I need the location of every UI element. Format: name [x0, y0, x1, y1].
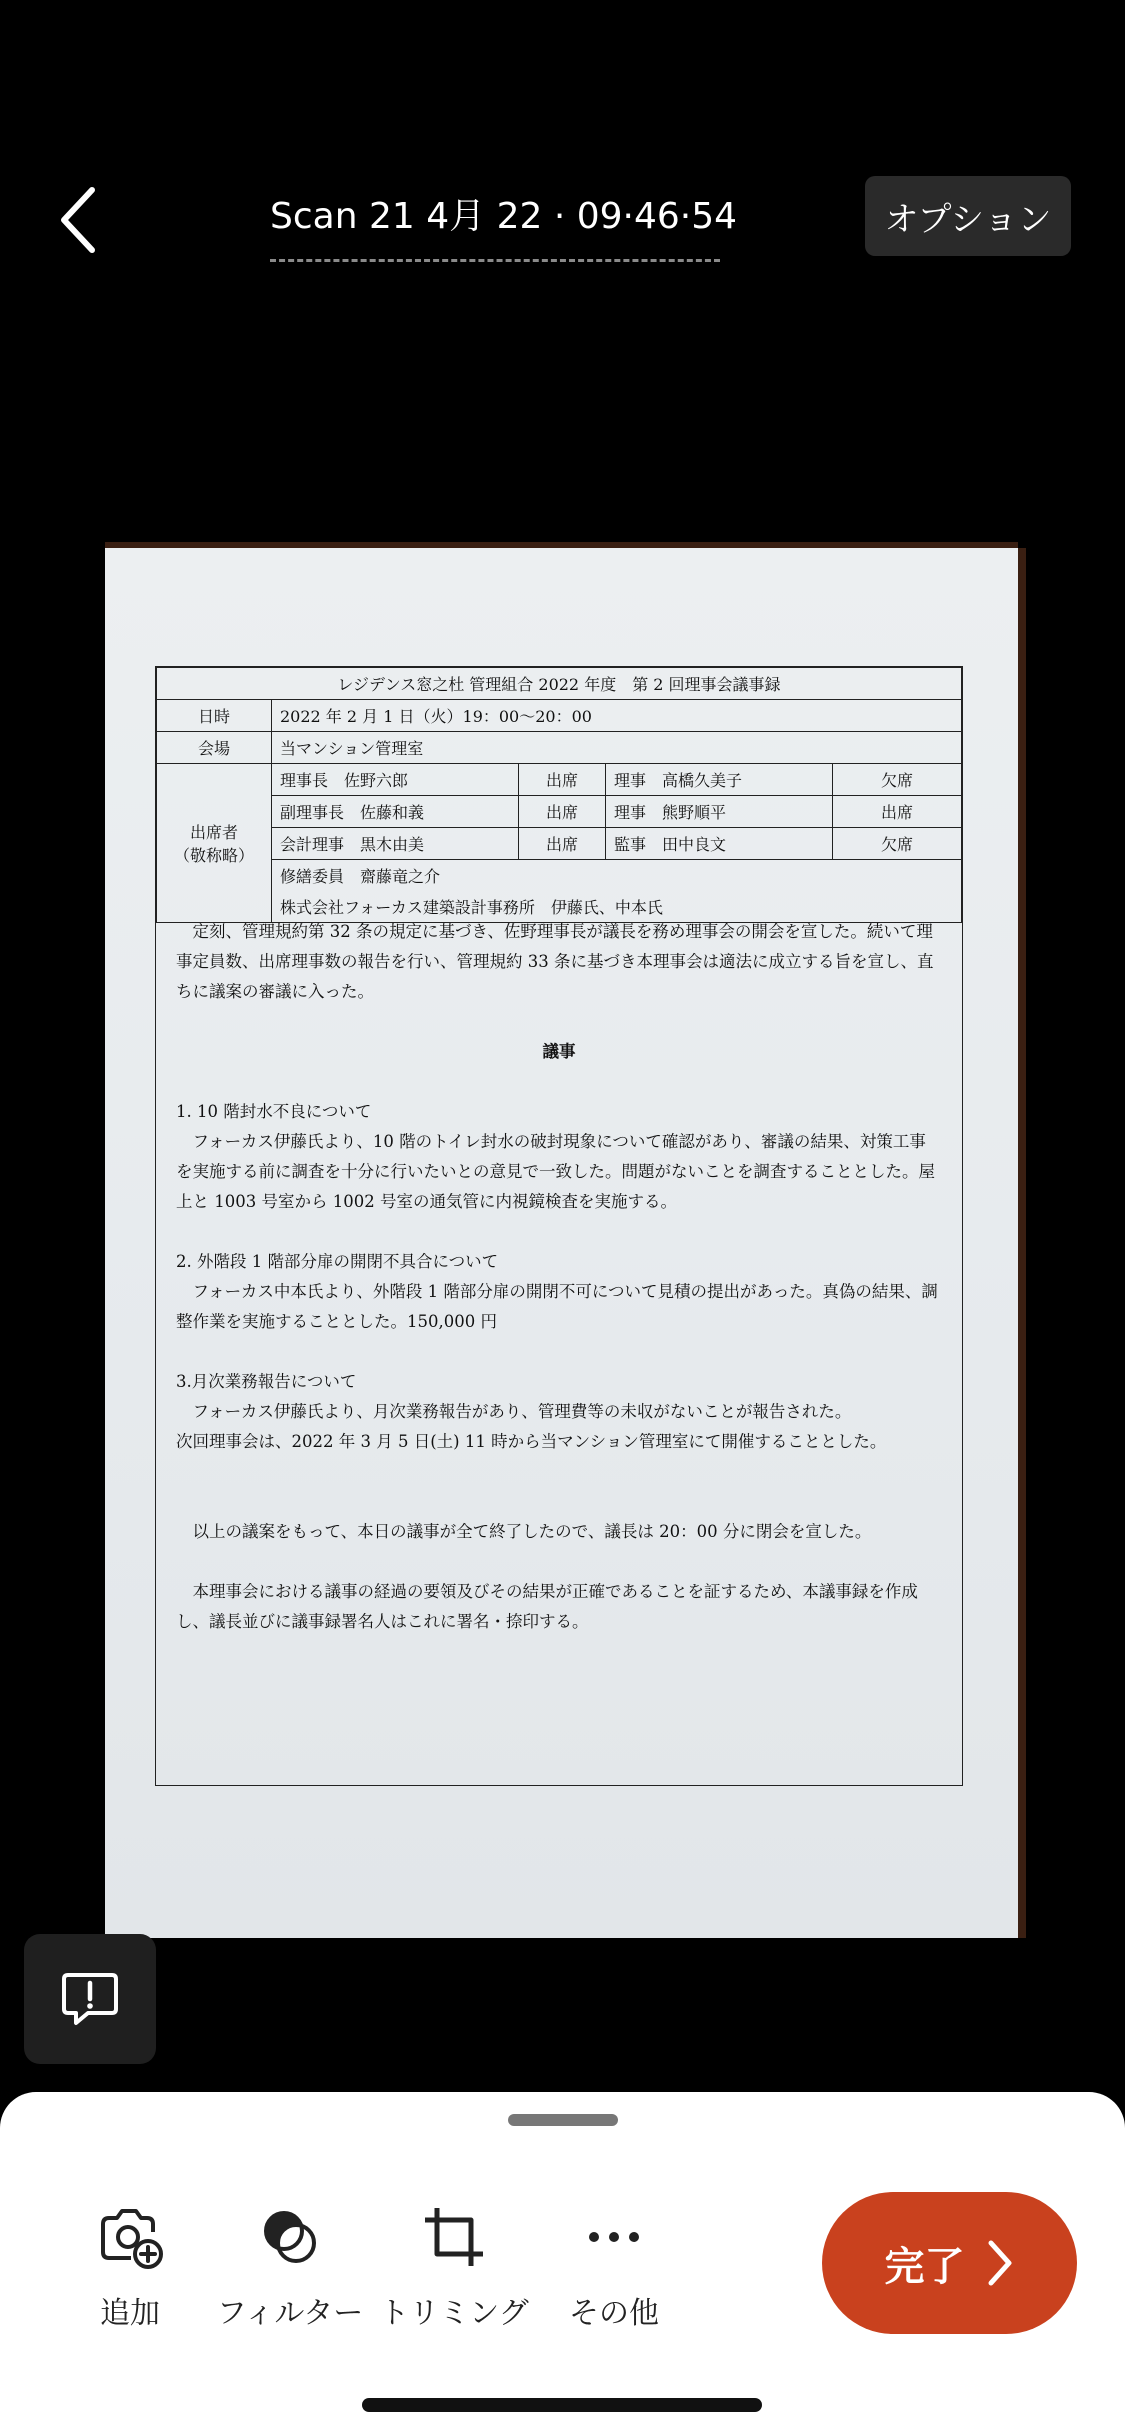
- more-button[interactable]: [534, 2192, 694, 2332]
- home-indicator: [362, 2398, 762, 2412]
- camera-add-icon: [95, 2202, 165, 2272]
- consultant: 株式会社フォーカス建築設計事務所 伊藤氏、中本氏: [272, 891, 962, 923]
- add-label: 追加: [100, 2296, 160, 2331]
- item-2-title: 2. 外階段 1 階部分扉の開閉不具合について: [176, 1252, 499, 1271]
- back-button[interactable]: [56, 180, 116, 260]
- item-1-body: フォーカス伊藤氏より、10 階のトイレ封水の破封現象について確認があり、審議の結果、対策工事を実施する前に調査を十分に行いたいとの意見で一致した。問題がないことを調査することとした。屋上と 1003 号室から 1002 号室の通気管に内視鏡検査を実施する。: [176, 1132, 935, 1211]
- attendee-name: 副理事長 佐藤和義: [272, 796, 519, 828]
- options-button[interactable]: オプション: [865, 176, 1071, 256]
- document-title: レジデンス窓之杜 管理組合 2022 年度 第 2 回理事会議事録: [157, 668, 962, 700]
- scanned-document: [105, 548, 1018, 1938]
- attendee-name: 理事 熊野順平: [606, 796, 833, 828]
- chevron-right-icon: [985, 2238, 1015, 2288]
- attendee-status: 出席: [519, 764, 606, 796]
- attendees-label: [157, 764, 272, 923]
- item-1-title: 1. 10 階封水不良について: [176, 1102, 372, 1121]
- chevron-left-icon: [56, 180, 106, 260]
- crop-label: トリミング: [379, 2296, 529, 2331]
- attendee-status: 欠席: [833, 828, 962, 860]
- crop-button[interactable]: [374, 2192, 534, 2332]
- closing-paragraph: 以上の議案をもって、本日の議事が全て終了したので、議長は 20：00 分に閉会を宣した。: [176, 1522, 872, 1541]
- sheet-grabber[interactable]: [508, 2114, 618, 2126]
- date-label: 日時: [157, 700, 272, 732]
- date-value: 2022 年 2 月 1 日（火）19：00〜20：00: [272, 700, 962, 732]
- filter-button[interactable]: [210, 2192, 370, 2332]
- item-3-body: フォーカス伊藤氏より、月次業務報告があり、管理費等の未収がないことが報告された。: [176, 1402, 852, 1421]
- venue-value: 当マンション管理室: [272, 732, 962, 764]
- document-frame: [155, 666, 963, 1786]
- done-label: 完了: [884, 2243, 965, 2290]
- done-button[interactable]: [822, 2192, 1077, 2334]
- certification-paragraph: 本理事会における議事の経過の要領及びその結果が正確であることを証するため、本議事録を作成し、議長並びに議事録署名人はこれに署名・捺印する。: [176, 1582, 918, 1631]
- filter-icon: [255, 2202, 325, 2272]
- agenda-heading: 議事: [542, 1042, 576, 1061]
- attendees-label-line1: 出席者: [189, 823, 238, 842]
- meeting-info-table: [156, 667, 962, 923]
- item-3-title: 3.月次業務報告について: [176, 1372, 357, 1391]
- attendee-status: 出席: [519, 828, 606, 860]
- item-2-body: フォーカス中本氏より、外階段 1 階部分扉の開閉不可について見積の提出があった。真偽の結果、調整作業を実施することとした。150,000 円: [176, 1282, 938, 1331]
- intro-paragraph: 定刻、管理規約第 32 条の規定に基づき、佐野理事長が議長を務め理事会の開会を宣した。続いて理事定員数、出席理事数の報告を行い、管理規約 33 条に基づき本理事会は適法に成立する旨を宣し、直ちに議案の審議に入った。: [176, 922, 934, 1001]
- more-label: その他: [569, 2296, 659, 2331]
- bottom-toolbar: [0, 2092, 1125, 2436]
- repair-member: 修繕委員 齋藤竜之介: [272, 860, 962, 892]
- scan-title[interactable]: Scan 21 4月 22 · 09·46·54: [270, 188, 720, 262]
- more-dots-icon: [579, 2202, 649, 2272]
- feedback-icon: [58, 1967, 122, 2031]
- minutes-body: [176, 917, 942, 1637]
- next-meeting: 次回理事会は、2022 年 3 月 5 日(土) 11 時から当マンション管理室にて開催することとした。: [176, 1432, 887, 1451]
- attendee-name: 理事長 佐野六郎: [272, 764, 519, 796]
- filter-label: フィルター: [216, 2296, 364, 2331]
- attendee-name: 会計理事 黒木由美: [272, 828, 519, 860]
- attendee-status: 出席: [833, 796, 962, 828]
- feedback-button[interactable]: [24, 1934, 156, 2064]
- crop-icon: [419, 2202, 489, 2272]
- add-button[interactable]: [50, 2192, 210, 2332]
- attendee-name: 監事 田中良文: [606, 828, 833, 860]
- attendees-label-line2: （敬称略）: [173, 846, 254, 865]
- venue-label: 会場: [157, 732, 272, 764]
- attendee-status: 出席: [519, 796, 606, 828]
- attendee-status: 欠席: [833, 764, 962, 796]
- attendee-name: 理事 高橋久美子: [606, 764, 833, 796]
